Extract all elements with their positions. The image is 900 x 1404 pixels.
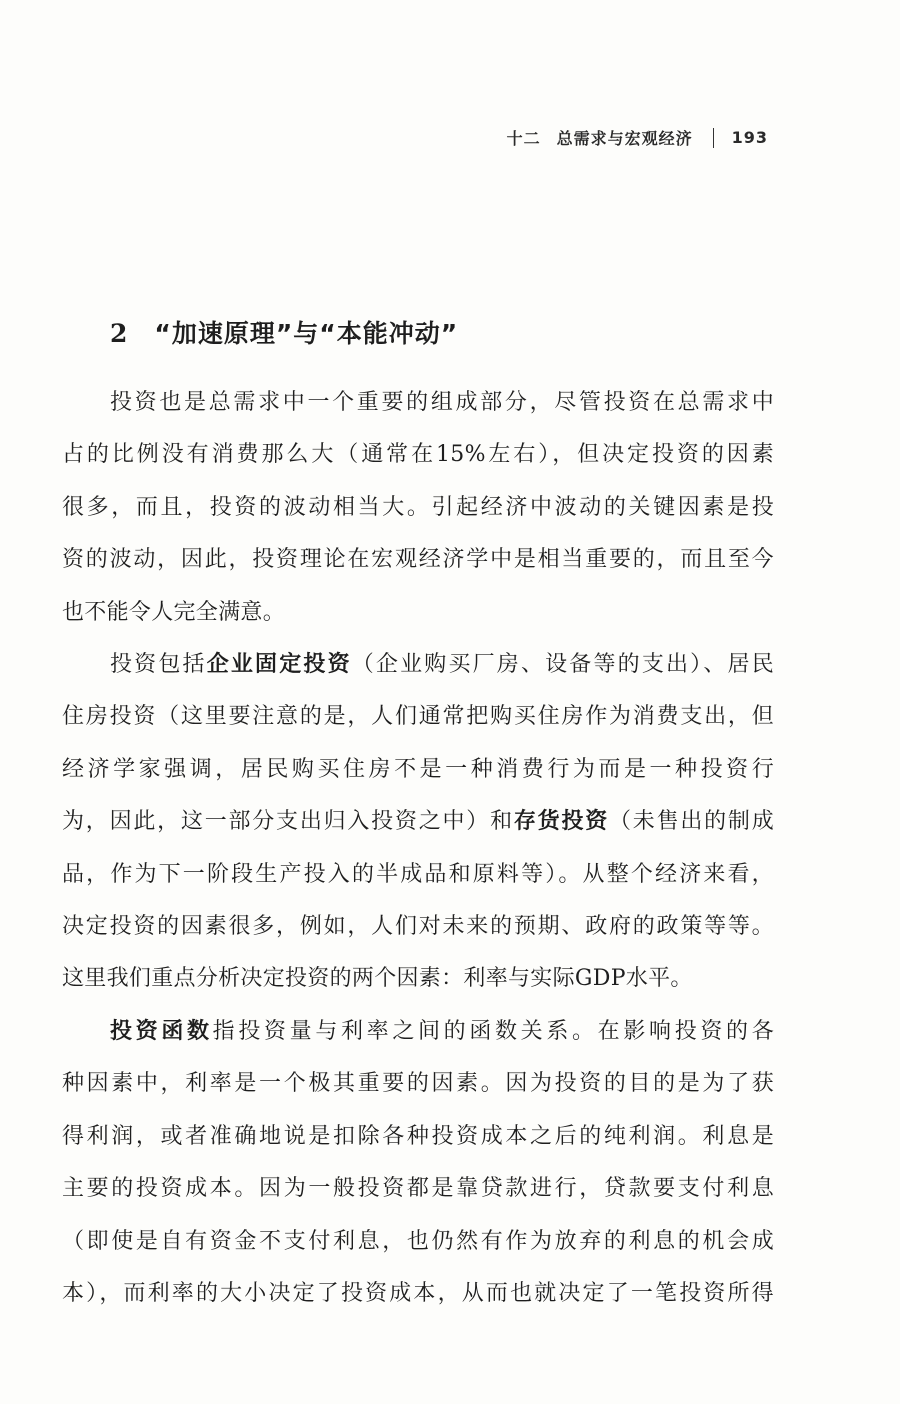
header-divider [713,128,714,148]
text-line [62,796,774,848]
key-term: 投资函数 [110,1018,213,1044]
text-line: 经济学家强调，居民购买住房不是一种消费行为而是一种投资行 [62,756,774,782]
body-text [62,377,774,1320]
text-line: 住房投资（这里要注意的是，人们通常把购买住房作为消费支出，但 [62,704,774,730]
text-run: 为，因此，这一部分支出归入投资之中）和 [62,809,514,835]
text-line: 得利润，或者准确地说是扣除各种投资成本之后的纯利润。利息是 [62,1123,774,1149]
text-run: （企业购买厂房、设备等的支出）、居民 [351,652,774,678]
running-head [507,126,768,149]
text-line [62,639,774,691]
text-line: 决定投资的因素很多，例如，人们对未来的预期、政府的政策等等。 [62,914,774,940]
text-line: 这里我们重点分析决定投资的两个因素：利率与实际GDP水平。 [62,966,693,992]
text-line: （即使是自有资金不支付利息，也仍然有作为放弃的利息的机会成 [62,1228,774,1254]
text-line: 资的波动，因此，投资理论在宏观经济学中是相当重要的，而且至今 [62,547,774,573]
key-term: 存货投资 [513,809,610,835]
text-line: 投资也是总需求中一个重要的组成部分，尽管投资在总需求中 [110,390,774,415]
text-run: 投资包括 [110,652,207,678]
chapter-title: 总需求与宏观经济 [556,129,693,148]
key-term: 企业固定投资 [206,652,352,678]
paragraph [62,377,774,639]
paragraph [62,1006,774,1320]
page-number: 193 [731,128,768,147]
text-line: 种因素中，利率是一个极其重要的因素。因为投资的目的是为了获 [62,1071,774,1097]
text-line: 很多，而且，投资的波动相当大。引起经济中波动的关键因素是投 [62,494,774,520]
text-line: 本），而利率的大小决定了投资成本，从而也就决定了一笔投资所得 [62,1280,774,1306]
chapter-number: 十二 [506,129,541,148]
section-title: “加速原理”与“本能冲动” [154,319,459,348]
section-heading [110,314,458,350]
text-line: 占的比例没有消费那么大（通常在15%左右），但决定投资的因素 [62,442,774,468]
text-line: 主要的投资成本。因为一般投资都是靠贷款进行，贷款要支付利息 [62,1176,774,1202]
text-line: 品，作为下一阶段生产投入的半成品和原料等）。从整个经济来看， [62,861,774,887]
text-line [62,1006,774,1058]
text-run: 指投资量与利率之间的函数关系。在影响投资的各 [212,1018,774,1044]
section-number: 2 [110,319,129,348]
text-line: 也不能令人完全满意。 [62,599,286,625]
text-run: （未售出的制成 [609,809,775,835]
paragraph [62,639,774,1006]
